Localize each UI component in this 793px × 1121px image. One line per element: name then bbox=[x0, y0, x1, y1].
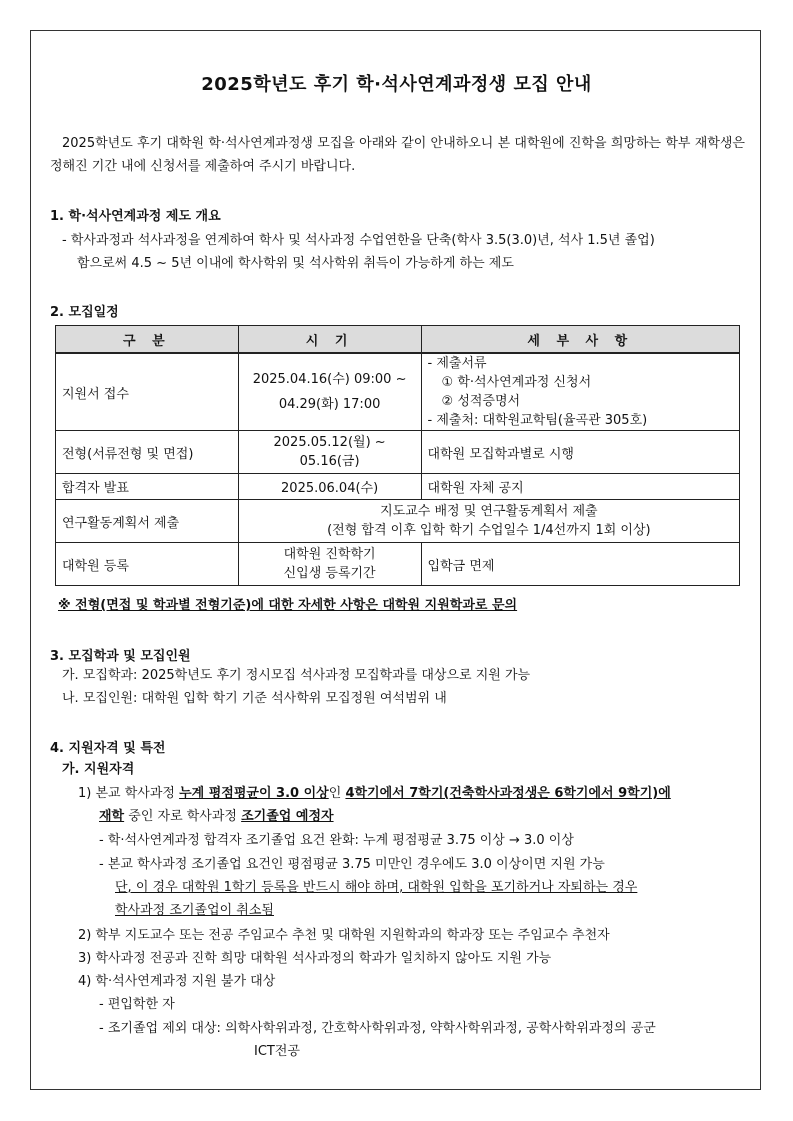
section-2-heading: 2. 모집일정 bbox=[50, 305, 119, 320]
eligibility-item-4-sub-2: - 조기졸업 제외 대상: 의학사학위과정, 간호학사학위과정, 약학사학위과정, 공학사학위과정의 공군 bbox=[99, 1021, 656, 1036]
schedule-table bbox=[55, 325, 740, 586]
text-run: 인 bbox=[328, 786, 346, 801]
row-details bbox=[238, 500, 739, 543]
row-period bbox=[238, 353, 421, 431]
row-details: 입학금 면제 bbox=[421, 543, 739, 586]
text-run: 누계 평점평균이 3.0 이상 bbox=[179, 786, 329, 801]
eligibility-item-1 bbox=[78, 782, 671, 805]
text-run: 재학 bbox=[99, 809, 125, 824]
eligibility-item-1-sub-1: - 학·석사연계과정 합격자 조기졸업 요건 완화: 누계 평점평균 3.75 이상 → 3.0 이상 bbox=[99, 833, 574, 848]
header-details: 세 부 사 항 bbox=[421, 326, 739, 354]
section-1-line-1: - 학사과정과 석사과정을 연계하여 학사 및 석사과정 수업연한을 단축(학사 3.5(3.0)년, 석사 1.5년 졸업) bbox=[62, 233, 655, 248]
row-period bbox=[238, 543, 421, 586]
period-line: 2025.04.16(수) 09:00 ~ bbox=[252, 372, 407, 387]
header-period: 시 기 bbox=[238, 326, 421, 354]
period-line: 2025.05.12(월) ~ bbox=[273, 435, 386, 450]
row-label: 연구활동계획서 제출 bbox=[56, 500, 239, 543]
section-3-heading: 3. 모집학과 및 모집인원 bbox=[50, 649, 191, 664]
document-title: 2025학년도 후기 학·석사연계과정생 모집 안내 bbox=[201, 74, 592, 95]
schedule-note: ※ 전형(면접 및 학과별 전형기준)에 대한 자세한 사항은 대학원 지원학과로 문의 bbox=[58, 598, 518, 613]
detail-line: 지도교수 배정 및 연구활동계획서 제출 bbox=[380, 504, 598, 519]
eligibility-item-1-sub-4: 학사과정 조기졸업이 취소됨 bbox=[115, 903, 274, 918]
section-3-item-b: 나. 모집인원: 대학원 입학 학기 기준 석사학위 모집정원 여석범위 내 bbox=[62, 691, 447, 706]
row-details: 대학원 자체 공지 bbox=[421, 474, 739, 500]
row-details: 대학원 모집학과별로 시행 bbox=[421, 431, 739, 474]
eligibility-item-4: 4) 학·석사연계과정 지원 불가 대상 bbox=[78, 974, 276, 989]
eligibility-item-2: 2) 학부 지도교수 또는 전공 주임교수 추천 및 대학원 지원학과의 학과장 또는 주임교수 추천자 bbox=[78, 928, 610, 943]
intro-paragraph: 2025학년도 후기 대학원 학·석사연계과정생 모집을 아래와 같이 안내하오니 본 대학원에 진학을 희망하는 학부 재학생은 정해진 기간 내에 신청서를 제출하여 주시기 바랍니다. bbox=[50, 136, 745, 174]
row-label: 전형(서류전형 및 면접) bbox=[56, 431, 239, 474]
eligibility-item-1-sub-3: 단, 이 경우 대학원 1학기 등록을 반드시 해야 하며, 대학원 입학을 포기하거나 자퇴하는 경우 bbox=[115, 880, 638, 895]
row-period: 2025.06.04(수) bbox=[238, 474, 421, 500]
text-run: 4학기에서 7학기(건축학사과정생은 6학기에서 9학기)에 bbox=[345, 786, 671, 801]
eligibility-item-1-sub-2: - 본교 학사과정 조기졸업 요건인 평점평균 3.75 미만인 경우에도 3.0 이상이면 지원 가능 bbox=[99, 857, 605, 872]
schedule-header-row bbox=[56, 326, 740, 354]
section-1-heading: 1. 학·석사연계과정 제도 개요 bbox=[50, 209, 221, 224]
row-period bbox=[238, 431, 421, 474]
schedule-row-screening bbox=[56, 431, 740, 474]
section-3-item-a: 가. 모집학과: 2025학년도 후기 정시모집 석사과정 모집학과를 대상으로 지원 가능 bbox=[62, 668, 531, 683]
detail-line: - 제출처: 대학원교학팀(율곡관 305호) bbox=[427, 413, 648, 428]
period-line: 대학원 진학학기 bbox=[283, 547, 376, 562]
row-label: 합격자 발표 bbox=[56, 474, 239, 500]
schedule-row-registration bbox=[56, 543, 740, 586]
period-line: 신입생 등록기간 bbox=[283, 566, 376, 581]
period-line: 05.16(금) bbox=[299, 454, 360, 469]
schedule-row-application bbox=[56, 353, 740, 431]
detail-line: ① 학·석사연계과정 신청서 bbox=[441, 375, 592, 390]
row-label: 대학원 등록 bbox=[56, 543, 239, 586]
detail-line: ② 성적증명서 bbox=[441, 394, 521, 409]
schedule-row-research-plan bbox=[56, 500, 740, 543]
eligibility-item-4-sub-3: ICT전공 bbox=[254, 1044, 300, 1059]
text-run: 중인 자로 학사과정 bbox=[124, 809, 242, 824]
section-4-subheading: 가. 지원자격 bbox=[62, 762, 135, 777]
text-run: 1) 본교 학사과정 bbox=[78, 786, 180, 801]
row-label: 지원서 접수 bbox=[56, 353, 239, 431]
eligibility-item-4-sub-1: - 편입학한 자 bbox=[99, 997, 175, 1012]
text-run: 조기졸업 예정자 bbox=[241, 809, 334, 824]
section-4-heading: 4. 지원자격 및 특전 bbox=[50, 741, 166, 756]
section-1-line-2: 함으로써 4.5 ~ 5년 이내에 학사학위 및 석사학위 취득이 가능하게 하는 제도 bbox=[77, 256, 514, 271]
eligibility-item-1-cont bbox=[99, 805, 334, 828]
row-details bbox=[421, 353, 739, 431]
eligibility-item-3: 3) 학사과정 전공과 진학 희망 대학원 석사과정의 학과가 일치하지 않아도 지원 가능 bbox=[78, 951, 552, 966]
period-line: 04.29(화) 17:00 bbox=[278, 397, 381, 412]
header-category: 구 분 bbox=[56, 326, 239, 354]
detail-line: - 제출서류 bbox=[427, 356, 487, 371]
detail-line: (전형 합격 이후 입학 학기 수업일수 1/4선까지 1회 이상) bbox=[327, 523, 651, 538]
schedule-row-announcement bbox=[56, 474, 740, 500]
